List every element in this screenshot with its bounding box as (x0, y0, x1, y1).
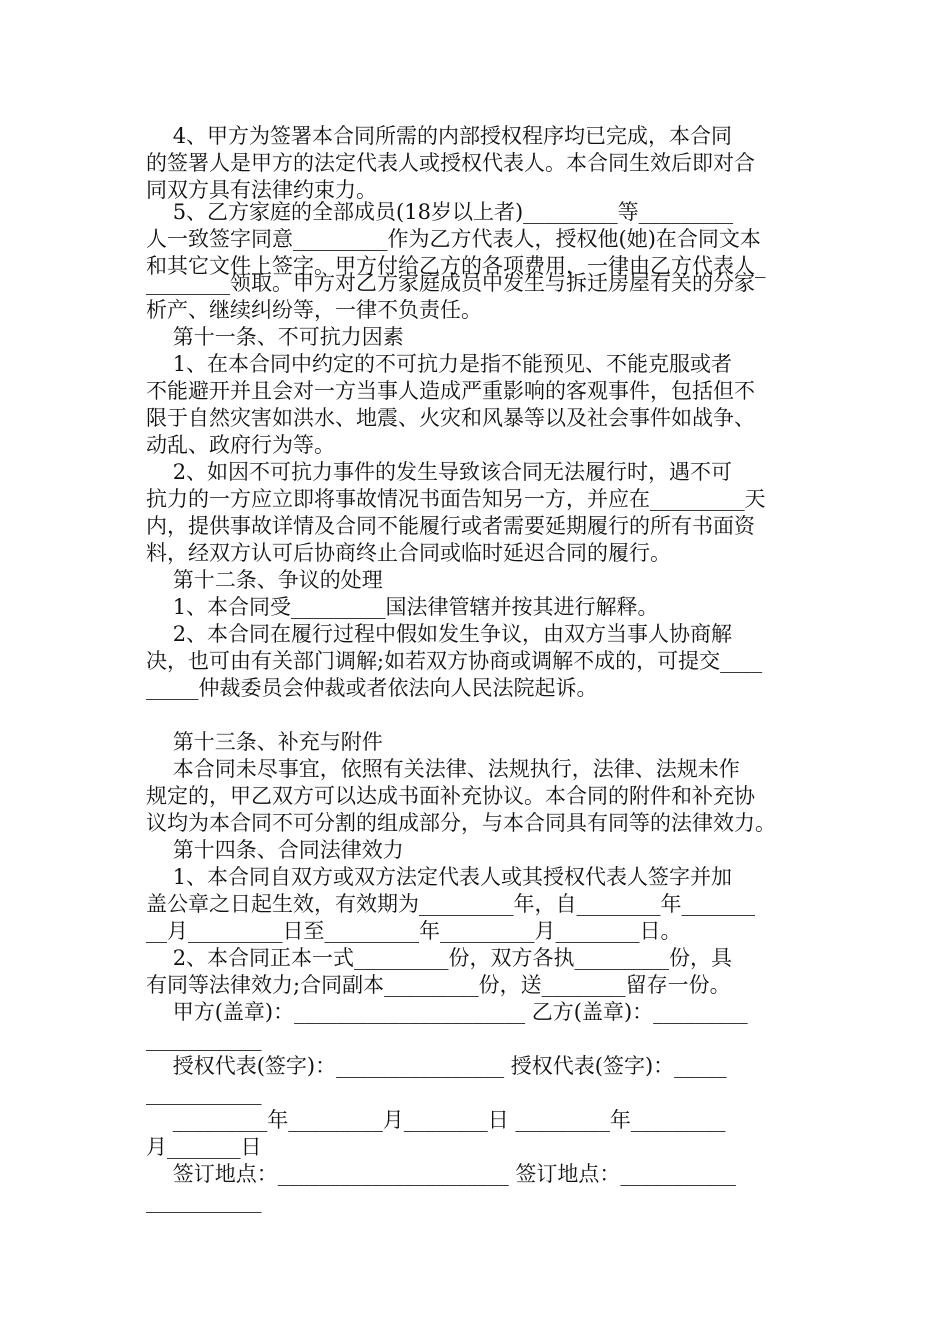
date-line: _________年_________月________日 _________年_________ (146, 1108, 726, 1132)
section-heading: 第十一条、不可抗力因素 (146, 325, 404, 349)
text-line: 抗力的一方应立即将事故情况书面告知另一方，并应在_________天 (146, 487, 766, 511)
section-heading: 第十二条、争议的处理 (146, 568, 383, 592)
text-line: 限于自然灾害如洪水、地震、火灾和风暴等以及社会事件如战争、 (146, 406, 755, 430)
text-line: 1、在本合同中约定的不可抗力是指不能预见、不能克服或者 (146, 352, 733, 376)
signature-line: ___________ (146, 1189, 262, 1213)
text-line: 有同等法律效力;合同副本_________份，送________留存一份。 (146, 973, 731, 997)
text-line: 析产、继续纠纷等，一律不负责任。 (146, 298, 482, 322)
text-line: 决，也可由有关部门调解;如若双方协商或调解不成的，可提交____ (146, 649, 763, 673)
text-line: 内，提供事故详情及合同不能履行或者需要延期履行的所有书面资 (146, 514, 755, 538)
text-line: ________领取。甲方对乙方家庭成员中发生与拆迁房屋有关的分家 (146, 271, 755, 295)
text-line: 2、如因不可抗力事件的发生导致该合同无法履行时，遇不可 (146, 460, 733, 484)
signature-line: 甲方(盖章)：______________________ 乙方(盖章)：_________ (146, 1000, 748, 1024)
section-heading: 第十四条、合同法律效力 (146, 838, 404, 862)
text-line: 规定的，甲乙双方可以达成书面补充协议。本合同的附件和补充协 (146, 784, 755, 808)
signature-line: 签订地点：______________________ 签订地点：___________ (146, 1162, 736, 1186)
text-line: 和其它文件上签字。甲方付给乙方的各项费用，一律由乙方代表人_ (146, 254, 766, 278)
signature-line: 授权代表(签字)：________________ 授权代表(签字)：_____ (146, 1054, 727, 1078)
text-line: 议均为本合同不可分割的组成部分，与本合同具有同等的法律效力。 (146, 811, 776, 835)
section-heading: 第十三条、补充与附件 (146, 730, 383, 754)
text-line: 人一致签字同意_________作为乙方代表人，授权他(她)在合同文本 (146, 227, 761, 251)
text-line: 盖公章之日起生效，有效期为_________年，自________年_______ (146, 892, 755, 916)
text-line: 的签署人是甲方的法定代表人或授权代表人。本合同生效后即对合 (146, 151, 755, 175)
text-line: 1、本合同受_________国法律管辖并按其进行解释。 (146, 595, 659, 619)
text-line: 4、甲方为签署本合同所需的内部授权程序均已完成，本合同 (146, 124, 733, 148)
text-line: 5、乙方家庭的全部成员(18岁以上者)_________等_________ (146, 200, 734, 224)
text-line: 1、本合同自双方或双方法定代表人或其授权代表人签字并加 (146, 865, 733, 889)
text-line: 2、本合同正本一式_________份，双方各执_________份，具 (146, 946, 733, 970)
signature-line: ___________ (146, 1081, 262, 1105)
text-line: 料，经双方认可后协商终止合同或临时延迟合同的履行。 (146, 541, 671, 565)
text-line: 2、本合同在履行过程中假如发生争议，由双方当事人协商解 (146, 622, 733, 646)
date-line: 月_______日 (146, 1135, 262, 1159)
signature-line: ___________ (146, 1027, 262, 1051)
text-line: 不能避开并且会对一方当事人造成严重影响的客观事件，包括但不 (146, 379, 755, 403)
text-line: _____仲裁委员会仲裁或者依法向人民法院起诉。 (146, 676, 598, 700)
text-line: 本合同未尽事宜，依照有关法律、法规执行，法律、法规未作 (146, 757, 740, 781)
text-line: 同双方具有法律约束力。 (146, 178, 377, 202)
text-line: 动乱、政府行为等。 (146, 433, 335, 457)
text-line: __月_________日至_________年_________月________日。 (146, 919, 682, 943)
